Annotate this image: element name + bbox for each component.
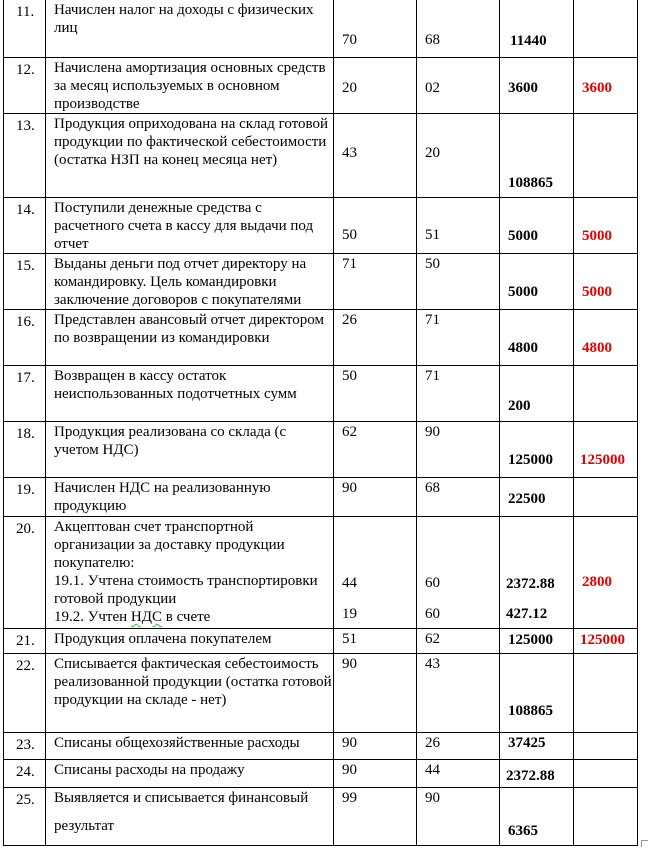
row-number: 13. xyxy=(16,118,35,134)
credit-account: 62 xyxy=(425,631,440,647)
amount: 125000 xyxy=(508,632,553,648)
credit-account: 43 xyxy=(425,656,440,672)
operation-description: Начислена амортизация основных средств за месяц используемых в основном производстве xyxy=(54,60,326,112)
table-row xyxy=(4,654,638,733)
debit-account: 20 xyxy=(342,80,357,96)
debit-account: 26 xyxy=(342,312,357,328)
credit-account-2: 60 xyxy=(425,606,440,622)
table-row xyxy=(4,310,638,366)
row-number: 21. xyxy=(16,633,35,649)
table-row xyxy=(4,629,638,654)
amount: 37425 xyxy=(508,735,546,751)
row-number: 25. xyxy=(16,792,35,808)
highlighted-amount: 3600 xyxy=(582,80,612,96)
credit-account: 90 xyxy=(425,424,440,440)
credit-account: 68 xyxy=(425,480,440,496)
debit-account: 50 xyxy=(342,227,357,243)
highlighted-amount: 125000 xyxy=(580,452,625,468)
amount: 6365 xyxy=(508,823,538,839)
description-intro: Акцептован счет транспортной организации за доставку продукции покупателю: xyxy=(54,519,285,571)
row-number: 24. xyxy=(16,764,35,780)
highlighted-amount: 4800 xyxy=(582,340,612,356)
credit-account: 90 xyxy=(425,790,440,806)
description-subitem-2: 19.2. Учтен НДС в счете xyxy=(54,609,211,625)
debit-account-2: 19 xyxy=(342,606,357,622)
spellcheck-underlined-word: НДС xyxy=(130,609,162,625)
debit-account-1: 44 xyxy=(342,575,357,591)
credit-account: 71 xyxy=(425,368,440,384)
row-number: 18. xyxy=(16,426,35,442)
operation-description xyxy=(46,517,333,626)
credit-account: 20 xyxy=(425,145,440,161)
row-number: 19. xyxy=(16,482,35,498)
debit-account: 99 xyxy=(342,790,357,806)
debit-account: 71 xyxy=(342,256,357,272)
table-row xyxy=(4,733,638,760)
operation-description: Начислен НДС на реализованную продукцию xyxy=(54,480,271,514)
operation-description: Списывается фактическая себестоимость реализованной продукции (остатка готовой продукции на складе - нет) xyxy=(54,656,332,708)
description-subitem-1: 19.1. Учтена стоимость транспортировки готовой продукции xyxy=(54,573,318,607)
credit-account: 71 xyxy=(425,312,440,328)
operation-description: Продукция оплачена покупателем xyxy=(54,631,272,647)
debit-account: 50 xyxy=(342,368,357,384)
row-number: 17. xyxy=(16,370,35,386)
amount: 5000 xyxy=(508,284,538,300)
row-number: 20. xyxy=(16,521,35,537)
row-number: 15. xyxy=(16,258,35,274)
operation-description: Возвращен в кассу остаток неиспользованных подотчетных сумм xyxy=(54,368,297,402)
highlighted-amount: 5000 xyxy=(582,228,612,244)
debit-account: 62 xyxy=(342,424,357,440)
table-row xyxy=(4,478,638,517)
credit-account: 02 xyxy=(425,80,440,96)
amount: 3600 xyxy=(508,80,538,96)
credit-account: 51 xyxy=(425,227,440,243)
table-row xyxy=(4,517,638,629)
table-row xyxy=(4,254,638,310)
highlighted-amount: 125000 xyxy=(580,632,625,648)
amount: 108865 xyxy=(508,175,553,191)
table-row xyxy=(4,422,638,478)
credit-account: 50 xyxy=(425,256,440,272)
credit-account: 68 xyxy=(425,32,440,48)
table-row xyxy=(4,366,638,422)
amount-2: 427.12 xyxy=(506,606,548,622)
row-number: 14. xyxy=(16,202,35,218)
operation-description: Списаны общехозяйственные расходы xyxy=(54,735,300,751)
highlighted-amount: 5000 xyxy=(582,284,612,300)
row-number: 12. xyxy=(16,62,35,78)
highlighted-amount: 2800 xyxy=(582,574,612,590)
row-number: 11. xyxy=(16,4,35,20)
credit-account-1: 60 xyxy=(425,575,440,591)
credit-account: 44 xyxy=(425,762,440,778)
amount: 108865 xyxy=(508,703,553,719)
operation-description: Выявляется и списывается финансовый результат xyxy=(54,790,309,834)
debit-account: 90 xyxy=(342,480,357,496)
table-row xyxy=(4,198,638,254)
operation-description: Продукция реализована со склада (с учетом НДС) xyxy=(54,424,287,458)
operation-description: Начислен налог на доходы с физических лиц xyxy=(54,2,314,36)
operation-description: Представлен авансовый отчет директором по возвращении из командировки xyxy=(54,312,324,346)
amount: 200 xyxy=(508,398,531,414)
operation-description: Выданы деньги под отчет директору на командировку. Цель командировки заключение договоров с покупателями xyxy=(54,256,307,308)
credit-account: 26 xyxy=(425,735,440,751)
amount: 4800 xyxy=(508,340,538,356)
row-number: 23. xyxy=(16,737,35,753)
debit-account: 90 xyxy=(342,762,357,778)
amount: 11440 xyxy=(510,33,547,49)
amount: 2372.88 xyxy=(506,768,555,784)
row-number: 22. xyxy=(16,658,35,674)
journal-entries-table xyxy=(3,0,638,846)
table-row xyxy=(4,760,638,788)
page-corner-mark xyxy=(641,840,648,847)
operation-description: Поступили денежные средства с расчетного счета в кассу для выдачи под отчет xyxy=(54,200,314,252)
table-row xyxy=(4,788,638,846)
table-row xyxy=(4,0,638,58)
debit-account: 51 xyxy=(342,631,357,647)
debit-account: 90 xyxy=(342,656,357,672)
operation-description: Списаны расходы на продажу xyxy=(54,762,245,778)
amount-1: 2372.88 xyxy=(506,576,555,592)
table-row xyxy=(4,114,638,198)
debit-account: 90 xyxy=(342,735,357,751)
table-row xyxy=(4,58,638,114)
row-number: 16. xyxy=(16,314,35,330)
debit-account: 70 xyxy=(342,32,357,48)
amount: 5000 xyxy=(508,228,538,244)
operation-description: Продукция оприходована на склад готовой продукции по фактической себестоимости (остатка НЗП на конец месяца нет) xyxy=(54,116,329,168)
amount: 22500 xyxy=(508,491,546,507)
journal-entries-sheet xyxy=(3,0,638,846)
amount: 125000 xyxy=(508,452,553,468)
debit-account: 43 xyxy=(342,145,357,161)
